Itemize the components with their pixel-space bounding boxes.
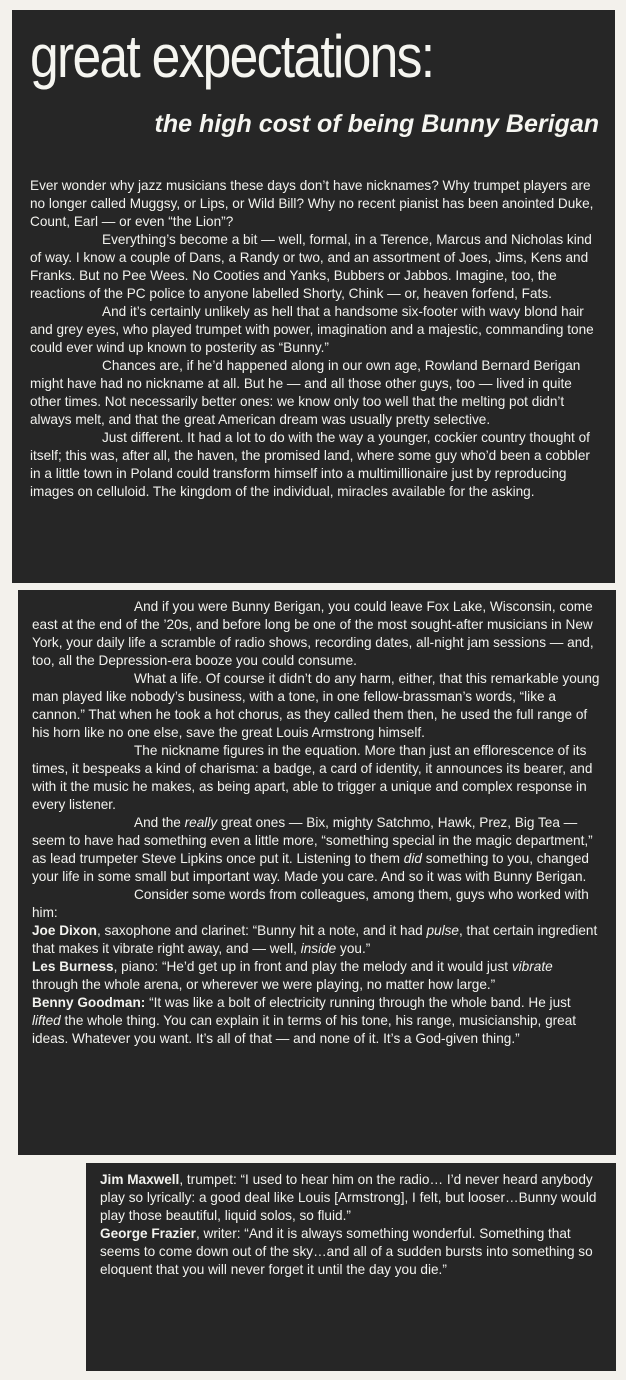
text-run: the whole thing. You can explain it in terms of his tone, his range, musicianship, great ideas. Whatever you want. It’s all of that — and none of it. It’s a God-given thing.” bbox=[32, 1013, 577, 1046]
quote-jim-maxwell bbox=[100, 1171, 602, 1225]
article-header-panel bbox=[12, 10, 615, 583]
article-body-part-1 bbox=[30, 177, 601, 501]
text-run: you.” bbox=[336, 941, 371, 956]
paragraph: What a life. Of course it didn’t do any harm, either, that this remarkable young man played like nobody’s business, with a tone, in one fellow-brassman’s words, “like a cannon.” That when he took a hot chorus, as they called them then, he used the full range of his horn like no one else, save the great Louis Armstrong himself. bbox=[32, 671, 600, 740]
paragraph bbox=[32, 814, 602, 886]
paragraph: Ever wonder why jazz musicians these days don’t have nicknames? Why trumpet players are no longer called Muggsy, or Lips, or Wild Bill? Why no recent pianist has been anointed Duke, Count, Earl — or even “the Lion”? bbox=[30, 178, 594, 229]
speaker-name: Joe Dixon bbox=[32, 923, 97, 938]
paragraph: The nickname figures in the equation. More than just an efflorescence of its times, it bespeaks a kind of charisma: a badge, a card of identity, it announces its bearer, and with it the music he makes, as being apart, able to trigger a unique and complex response in every listener. bbox=[32, 743, 593, 812]
emphasis: pulse bbox=[426, 923, 459, 938]
emphasis: really bbox=[184, 815, 218, 830]
article-body-panel-2 bbox=[18, 590, 616, 1155]
text-run: great ones — Bix, mighty Satchmo, Hawk, Prez, Big Tea — seem to have had something even a little more, “something special in the magic department,” as lead trumpeter Steve Lipkins once put it. Listening to them bbox=[32, 815, 593, 866]
text-run: , that certain ingredient that makes it vibrate right away, and — well, bbox=[32, 923, 598, 956]
text-run: “It was like a bolt of electricity running through the whole band. He just bbox=[145, 995, 571, 1010]
text-run: through the whole arena, or wherever we were playing, no matter how large.” bbox=[32, 977, 496, 992]
emphasis: lifted bbox=[32, 1013, 61, 1028]
speaker-name: Jim Maxwell bbox=[100, 1172, 180, 1187]
quote-joe-dixon bbox=[32, 922, 602, 958]
paragraph: Chances are, if he’d happened along in our own age, Rowland Bernard Berigan might have had no nickname at all. But he — and all those other guys, too — lived in quite other times. Not necessarily better ones: we know only too well that the melting pot didn’t always melt, and that the great American dream was usually pretty selective. bbox=[30, 358, 581, 427]
emphasis: inside bbox=[300, 941, 337, 956]
quote-benny-goodman bbox=[32, 994, 602, 1048]
article-body-part-3 bbox=[100, 1163, 602, 1279]
speaker-name: George Frazier bbox=[100, 1226, 196, 1241]
article-title: great expectations: bbox=[30, 23, 434, 90]
text-run: , piano: “He’d get up in front and play the melody and it would just bbox=[113, 959, 512, 974]
text-run: And the bbox=[134, 815, 185, 830]
emphasis: vibrate bbox=[511, 959, 553, 974]
speaker-name: Benny Goodman: bbox=[32, 995, 146, 1010]
quote-george-frazier bbox=[100, 1225, 602, 1279]
article-body-part-2 bbox=[32, 590, 602, 1048]
article-quotes-panel bbox=[86, 1163, 616, 1371]
paragraph: And it’s certainly unlikely as hell that a handsome six-footer with wavy blond hair and grey eyes, who played trumpet with power, imagination and a majestic, commanding tone could ever wind up known to posterity as “Bunny.” bbox=[30, 304, 594, 355]
text-run: , trumpet: “I used to hear him on the radio… I’d never heard anybody play so lyrically: a good deal like Louis [Armstrong], I felt, but looser…Bunny would play those beautiful, liquid solos, so fluid.” bbox=[100, 1172, 597, 1223]
text-run: , writer: “And it is always something wonderful. Something that seems to come down out of the sky…and all of a sudden bursts into something so eloquent that you will never forget it until the day you die.” bbox=[100, 1226, 593, 1277]
emphasis: did bbox=[403, 851, 422, 866]
text-run: , saxophone and clarinet: “Bunny hit a note, and it had bbox=[96, 923, 427, 938]
paragraph: Just different. It had a lot to do with the way a younger, cockier country thought of itself; this was, after all, the haven, the promised land, where some guy who’d been a cobbler in a little town in Poland could transform himself into a multimillionaire just by reproducing images on celluloid. The kingdom of the individual, miracles available for the asking. bbox=[30, 430, 590, 499]
quote-les-burness bbox=[32, 958, 602, 994]
paragraph: Everything’s become a bit — well, formal, in a Terence, Marcus and Nicholas kind of way. I know a couple of Dans, a Randy or two, and an assortment of Joes, Jims, Kens and Franks. But no Pee Wees. No Cooties and Yanks, Bubbers or Jabbos. Imagine, too, the reactions of the PC police to anyone labelled Shorty, Chink — or, heaven forfend, Fats. bbox=[30, 232, 592, 301]
paragraph: And if you were Bunny Berigan, you could leave Fox Lake, Wisconsin, come east at the end of the ’20s, and before long be one of the most sought-after musicians in New York, your daily life a scramble of radio shows, recording dates, all-night jam sessions — and, too, all the Depression-era booze you could consume. bbox=[32, 599, 594, 668]
text-run: something to you, changed your life in some small but important way. Made you care. And so it was with Bunny Berigan. bbox=[32, 851, 589, 884]
article-subtitle: the high cost of being Bunny Berigan bbox=[154, 110, 599, 138]
speaker-name: Les Burness bbox=[32, 959, 114, 974]
paragraph: Consider some words from colleagues, among them, guys who worked with him: bbox=[32, 887, 589, 920]
